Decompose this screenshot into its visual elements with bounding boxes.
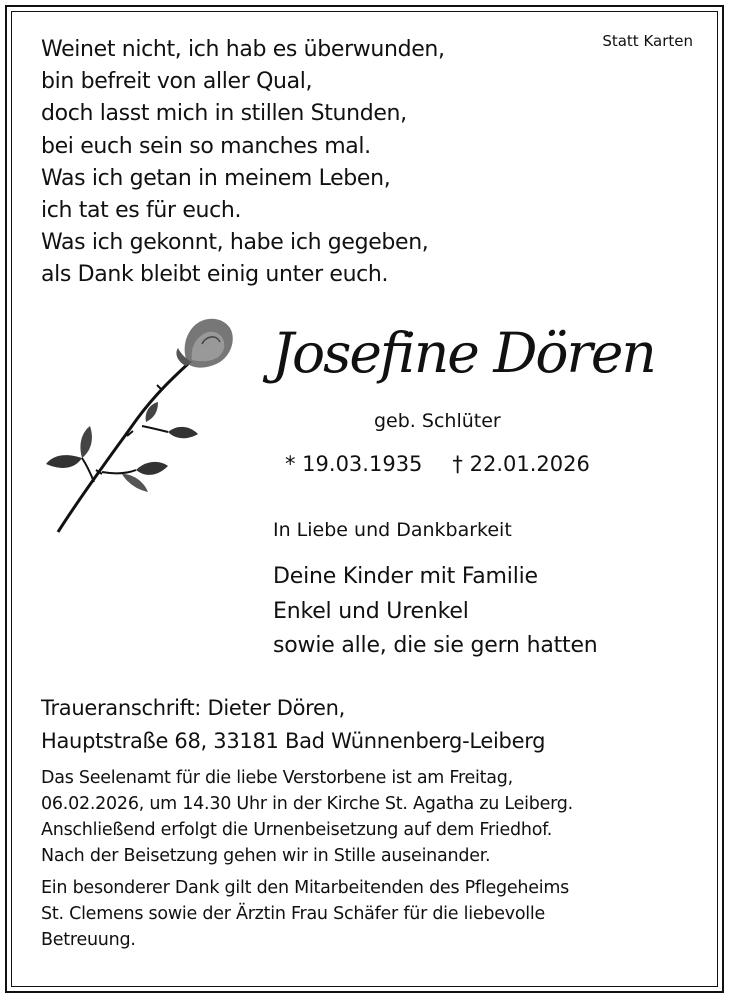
address-line: Hauptstraße 68, 33181 Bad Wünnenberg-Leiberg (41, 729, 546, 753)
poem-line: als Dank bleibt einig unter euch. (41, 262, 389, 288)
service-line: Nach der Beisetzung gehen wir in Stille auseinander. (41, 846, 491, 866)
poem-line: bin befreit von aller Qual, (41, 69, 313, 95)
birth-date: * 19.03.1935 (285, 452, 423, 476)
service-line: Das Seelenamt für die liebe Verstorbene ist am Freitag, (41, 768, 513, 788)
thanks-line: St. Clemens sowie der Ärztin Frau Schäfer für die liebevolle (41, 904, 546, 924)
thanks-line: Betreuung. (41, 930, 136, 950)
death-date: † 22.01.2026 (452, 452, 590, 476)
poem-line: Was ich getan in meinem Leben, (41, 165, 391, 191)
mourner-line: Enkel und Urenkel (273, 598, 469, 624)
mourning-address (41, 692, 545, 758)
poem-line: ich tat es für euch. (41, 198, 242, 224)
poem-line: doch lasst mich in stillen Stunden, (41, 101, 407, 127)
service-line: 06.02.2026, um 14.30 Uhr in der Kirche St. Agatha zu Leiberg. (41, 794, 573, 814)
address-line: Traueranschrift: Dieter Dören, (41, 696, 346, 720)
poem-line: bei euch sein so manches mal. (41, 133, 371, 159)
poem-line: Was ich gekonnt, habe ich gegeben, (41, 230, 429, 256)
service-line: Anschließend erfolgt die Urnenbeisetzung auf dem Friedhof. (41, 820, 553, 840)
mourner-line: sowie alle, die sie gern hatten (273, 633, 598, 658)
gratitude-line: In Liebe und Dankbarkeit (273, 519, 512, 541)
life-dates (285, 452, 590, 476)
poem (41, 34, 445, 292)
deceased-name: Josefine Dören (272, 321, 655, 385)
rose-illustration (42, 314, 242, 536)
mourner-line: Deine Kinder mit Familie (273, 564, 538, 589)
thanks-line: Ein besonderer Dank gilt den Mitarbeitenden des Pflegeheims (41, 878, 569, 898)
statt-karten-label: Statt Karten (602, 32, 693, 50)
birth-name: geb. Schlüter (374, 410, 501, 432)
mourners (273, 560, 598, 664)
poem-line: Weinet nicht, ich hab es überwunden, (41, 37, 445, 62)
funeral-notice (41, 765, 573, 953)
